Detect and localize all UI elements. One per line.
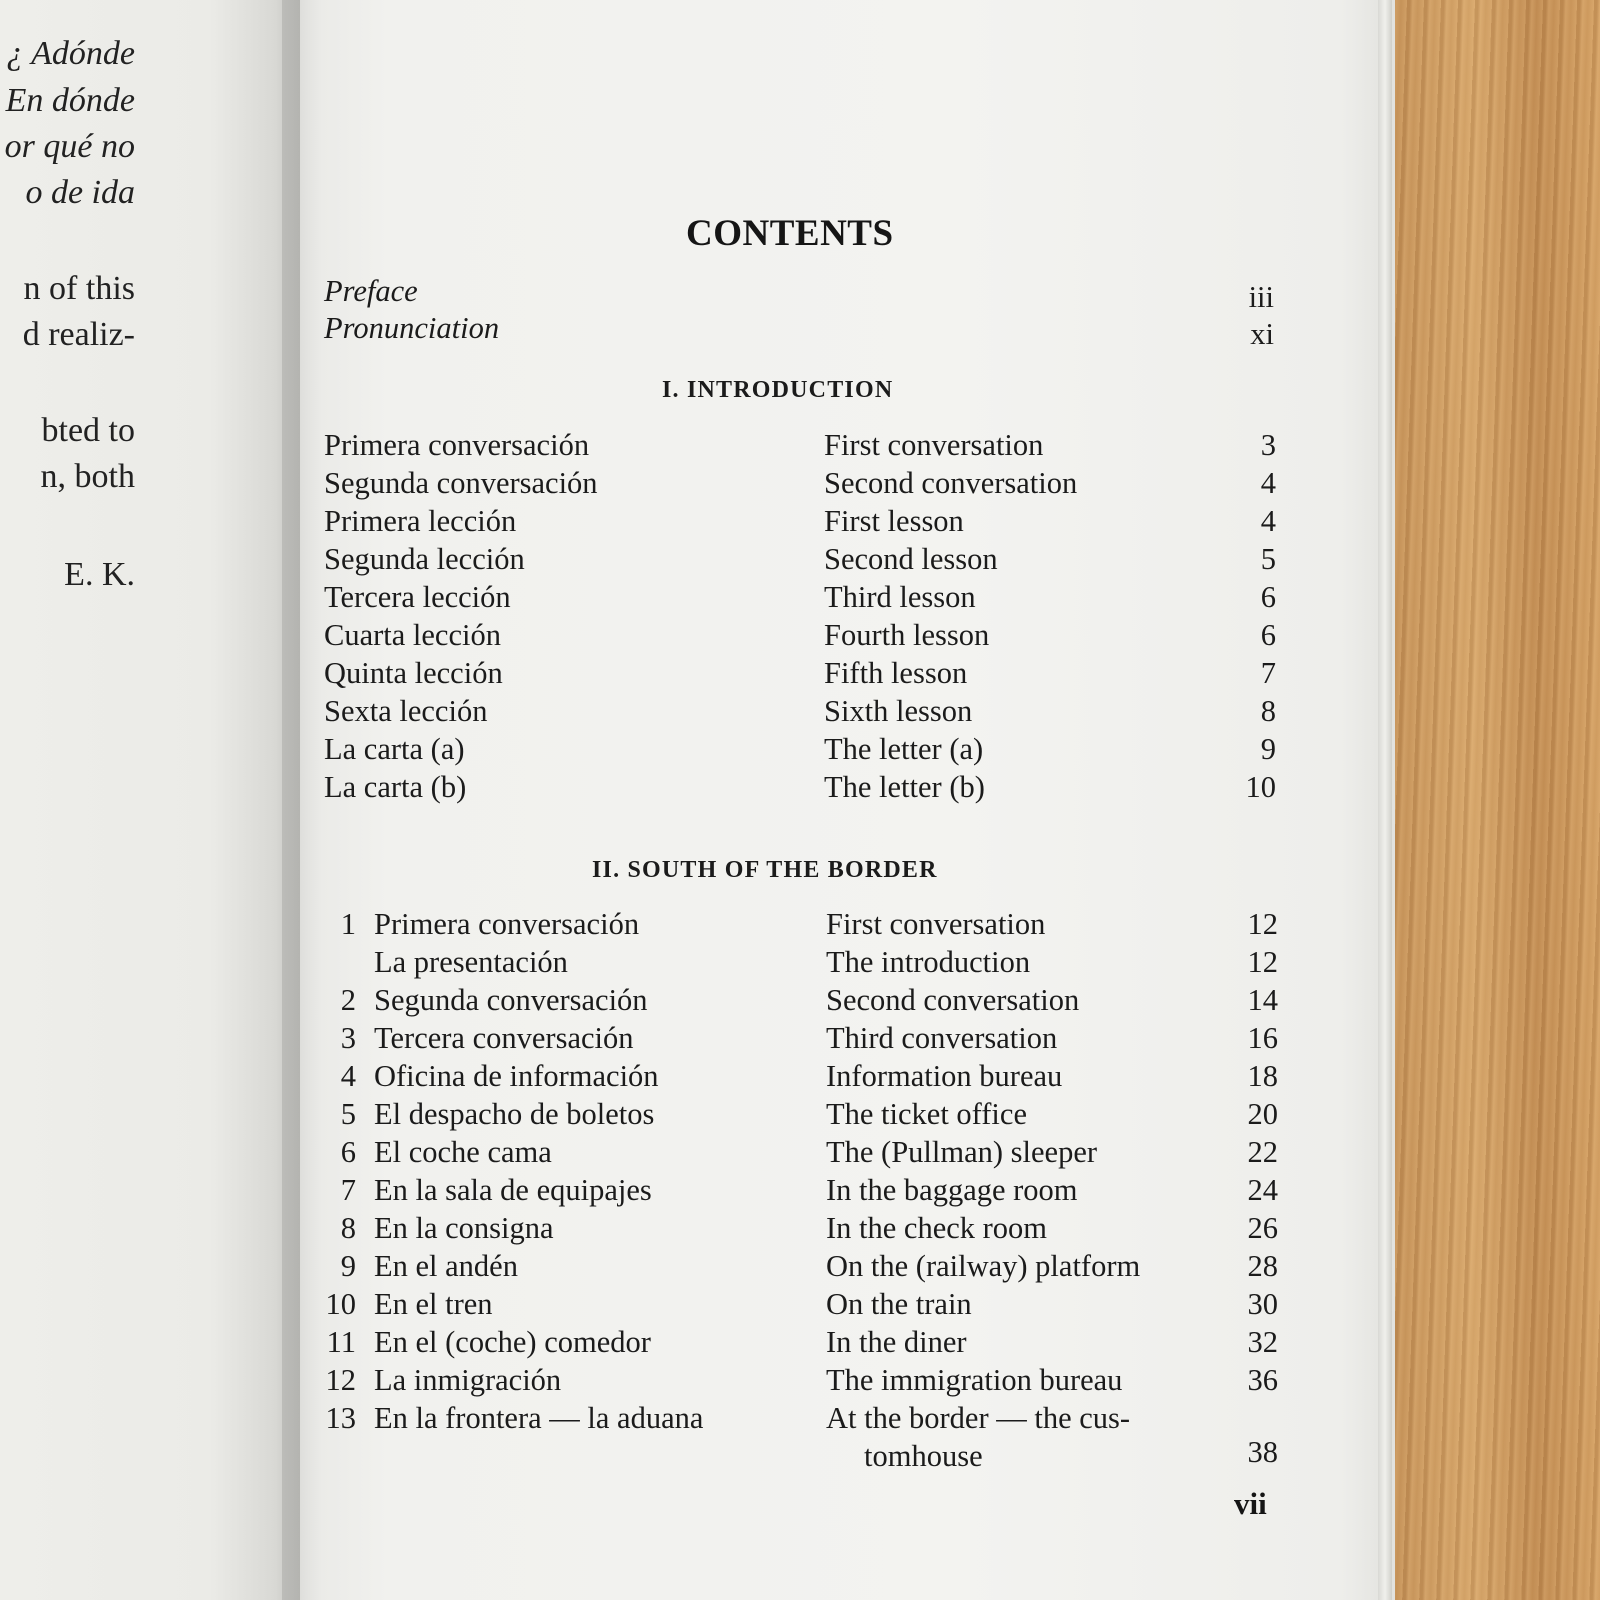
- toc-row: [322, 1401, 1278, 1477]
- toc-row: [322, 1363, 1278, 1401]
- section-heading-introduction: I. INTRODUCTION: [662, 377, 894, 403]
- english-title-continuation: tomhouse: [864, 1439, 983, 1473]
- spanish-title: La carta (a): [324, 732, 465, 766]
- lesson-number: 4: [340, 1059, 356, 1093]
- english-title: Second lesson: [824, 542, 998, 576]
- page-number: 32: [1247, 1325, 1278, 1359]
- left-page-line: En dónde: [5, 82, 135, 119]
- english-title: The (Pullman) sleeper: [826, 1135, 1098, 1169]
- toc-row: [324, 694, 1276, 732]
- lesson-number: 5: [340, 1097, 356, 1131]
- english-title: The letter (a): [824, 732, 984, 766]
- toc-row: [322, 1059, 1278, 1097]
- page-number: 12: [1247, 945, 1278, 979]
- english-title: Fourth lesson: [824, 618, 990, 652]
- spanish-title: En la sala de equipajes: [374, 1173, 652, 1207]
- toc-row: [324, 656, 1276, 694]
- entry-title: Pronunciation: [324, 311, 500, 345]
- spanish-title: Segunda conversación: [374, 983, 648, 1017]
- toc-row: [324, 618, 1276, 656]
- left-page-line: d realiz-: [22, 316, 135, 353]
- wood-surface: [1390, 0, 1600, 1600]
- page-number: 12: [1247, 907, 1278, 941]
- left-page-line: ¿ Adónde: [6, 35, 135, 72]
- toc-row: [324, 732, 1276, 770]
- spanish-title: La inmigración: [374, 1363, 562, 1397]
- spanish-title: Primera conversación: [324, 428, 590, 462]
- page-edge: [1378, 0, 1392, 1600]
- page-number: 14: [1247, 983, 1278, 1017]
- entry-page: iii: [1248, 280, 1274, 314]
- lesson-number: 11: [326, 1325, 356, 1359]
- toc-row: [324, 542, 1276, 580]
- page-number: 3: [1260, 428, 1276, 462]
- toc-row: [322, 1021, 1278, 1059]
- lesson-number: 10: [325, 1287, 356, 1321]
- english-title: Information bureau: [826, 1059, 1063, 1093]
- spanish-title: El despacho de boletos: [374, 1097, 655, 1131]
- spanish-title: Oficina de información: [374, 1059, 659, 1093]
- english-title: The immigration bureau: [826, 1363, 1123, 1397]
- spanish-title: La presentación: [374, 945, 568, 979]
- page-number: 28: [1247, 1249, 1278, 1283]
- spanish-title: Segunda lección: [324, 542, 525, 576]
- english-title: In the baggage room: [826, 1173, 1078, 1207]
- spanish-title: Tercera conversación: [374, 1021, 634, 1055]
- page-number: 38: [1247, 1435, 1278, 1469]
- spanish-title: El coche cama: [374, 1135, 552, 1169]
- spanish-title: Primera lección: [324, 504, 517, 538]
- lesson-number: 3: [340, 1021, 356, 1055]
- left-page-line: n of this: [23, 270, 135, 307]
- english-title: First lesson: [824, 504, 964, 538]
- left-facing-page: [0, 0, 300, 1600]
- english-title: First conversation: [826, 907, 1046, 941]
- page-number: 6: [1260, 580, 1276, 614]
- toc-row: [322, 1211, 1278, 1249]
- toc-row: [322, 1325, 1278, 1363]
- english-title: On the train: [826, 1287, 972, 1321]
- english-title: Third conversation: [826, 1021, 1058, 1055]
- english-title: In the diner: [826, 1325, 967, 1359]
- spanish-title: En el (coche) comedor: [374, 1325, 651, 1359]
- toc-entry-preface: [324, 274, 1274, 312]
- spanish-title: Primera conversación: [374, 907, 640, 941]
- toc-row: [324, 428, 1276, 466]
- toc-row: [322, 1287, 1278, 1325]
- lesson-number: 12: [325, 1363, 356, 1397]
- spanish-title: Sexta lección: [324, 694, 488, 728]
- entry-page: xi: [1250, 317, 1274, 351]
- english-title: Sixth lesson: [824, 694, 973, 728]
- toc-row: [322, 1097, 1278, 1135]
- toc-entry-pronunciation: [324, 311, 1274, 349]
- toc-row: [324, 580, 1276, 618]
- spanish-title: Cuarta lección: [324, 618, 501, 652]
- lesson-number: 6: [340, 1135, 356, 1169]
- contents-title: CONTENTS: [686, 213, 894, 254]
- lesson-number: 13: [325, 1401, 356, 1435]
- toc-row: [324, 770, 1276, 808]
- left-page-line: E. K.: [64, 556, 135, 593]
- page-number: 7: [1260, 656, 1276, 690]
- page-number: 8: [1260, 694, 1276, 728]
- spanish-title: En la consigna: [374, 1211, 554, 1245]
- page-number: 18: [1247, 1059, 1278, 1093]
- page-number: 6: [1260, 618, 1276, 652]
- english-title: First conversation: [824, 428, 1044, 462]
- page-number: 16: [1247, 1021, 1278, 1055]
- section-heading-south-of-the-border: II. SOUTH OF THE BORDER: [592, 857, 938, 883]
- spanish-title: Tercera lección: [324, 580, 511, 614]
- spanish-title: Segunda conversación: [324, 466, 598, 500]
- page-number: 30: [1247, 1287, 1278, 1321]
- english-title: Third lesson: [824, 580, 976, 614]
- entry-title: Preface: [324, 274, 418, 308]
- book-gutter-shadow: [282, 0, 322, 1600]
- lesson-number: 7: [340, 1173, 356, 1207]
- lesson-number: 8: [340, 1211, 356, 1245]
- page-number: 26: [1247, 1211, 1278, 1245]
- left-page-line: n, both: [40, 458, 135, 495]
- lesson-number: 1: [340, 907, 356, 941]
- english-title: In the check room: [826, 1211, 1048, 1245]
- spanish-title: La carta (b): [324, 770, 467, 804]
- left-page-line: bted to: [41, 412, 135, 449]
- spanish-title: En la frontera — la aduana: [374, 1401, 704, 1435]
- page-number: 4: [1260, 466, 1276, 500]
- english-title: Fifth lesson: [824, 656, 968, 690]
- english-title: Second conversation: [824, 466, 1078, 500]
- toc-row: [322, 983, 1278, 1021]
- spanish-title: En el andén: [374, 1249, 518, 1283]
- page-number: 36: [1247, 1363, 1278, 1397]
- page-number: 5: [1260, 542, 1276, 576]
- english-title: Second conversation: [826, 983, 1080, 1017]
- toc-row: [322, 1249, 1278, 1287]
- english-title: At the border — the cus-: [826, 1401, 1131, 1435]
- toc-row: [322, 907, 1278, 945]
- page-number: 24: [1247, 1173, 1278, 1207]
- toc-row: [322, 1173, 1278, 1211]
- english-title: The introduction: [826, 945, 1031, 979]
- toc-row: [322, 945, 1278, 983]
- spanish-title: En el tren: [374, 1287, 493, 1321]
- left-page-line: or qué no: [4, 128, 135, 165]
- english-title: The ticket office: [826, 1097, 1027, 1131]
- page-number: 4: [1260, 504, 1276, 538]
- spanish-title: Quinta lección: [324, 656, 503, 690]
- page-number: 22: [1247, 1135, 1278, 1169]
- toc-row: [324, 466, 1276, 504]
- page-number: 10: [1245, 770, 1276, 804]
- lesson-number: 2: [340, 983, 356, 1017]
- toc-row: [322, 1135, 1278, 1173]
- page-number: 20: [1247, 1097, 1278, 1131]
- page-folio: vii: [1234, 1486, 1267, 1521]
- lesson-number: 9: [340, 1249, 356, 1283]
- page-number: 9: [1260, 732, 1276, 766]
- english-title: On the (railway) platform: [826, 1249, 1141, 1283]
- english-title: The letter (b): [824, 770, 985, 804]
- toc-row: [324, 504, 1276, 542]
- left-page-line: o de ida: [25, 174, 135, 211]
